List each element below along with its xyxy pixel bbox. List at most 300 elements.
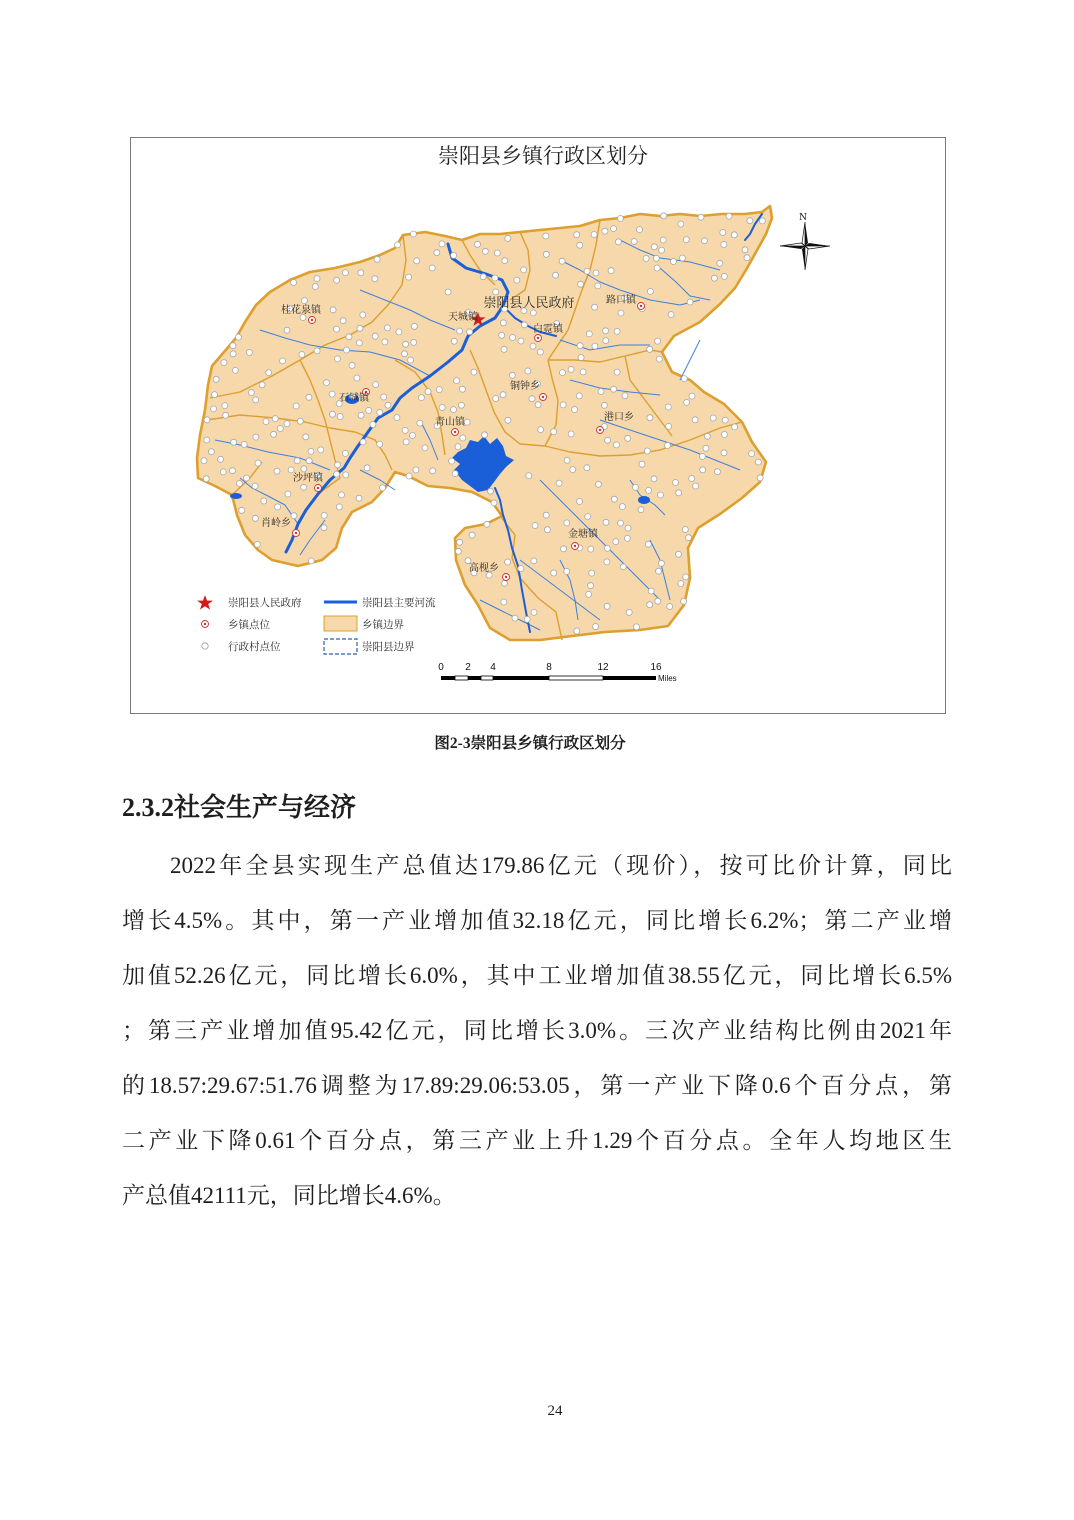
village-point xyxy=(342,450,348,456)
village-point xyxy=(611,226,617,232)
village-point xyxy=(655,338,661,344)
village-point xyxy=(618,310,624,316)
village-point xyxy=(366,407,372,413)
village-point xyxy=(679,255,685,261)
scale-segment xyxy=(493,676,549,680)
village-point xyxy=(530,343,536,349)
village-point xyxy=(364,465,370,471)
scale-tick-label: 2 xyxy=(465,662,471,673)
village-point xyxy=(521,322,527,328)
village-point xyxy=(403,439,409,445)
village-point xyxy=(301,484,307,490)
legend-town-point-icon xyxy=(202,621,209,628)
village-point xyxy=(638,507,644,513)
village-point xyxy=(312,284,318,290)
village-point xyxy=(454,378,460,384)
village-point xyxy=(452,471,458,477)
town-label: 高枧乡 xyxy=(469,563,499,574)
village-point xyxy=(410,433,416,439)
village-point xyxy=(721,432,727,438)
town-label: 沙坪镇 xyxy=(293,473,323,484)
village-point xyxy=(514,277,520,283)
village-point xyxy=(406,274,412,280)
village-point xyxy=(676,490,682,496)
legend-label: 乡镇点位 xyxy=(228,619,270,631)
scale-bar xyxy=(438,662,676,683)
village-point xyxy=(732,424,738,430)
village-point xyxy=(666,423,672,429)
village-point xyxy=(614,442,620,448)
village-point xyxy=(744,255,750,261)
village-point xyxy=(682,527,688,533)
village-point xyxy=(302,298,308,304)
village-point xyxy=(624,535,630,541)
village-point xyxy=(653,255,659,261)
village-point xyxy=(384,325,390,331)
village-point xyxy=(203,476,209,482)
village-point xyxy=(271,431,277,437)
village-point xyxy=(683,237,689,243)
village-point xyxy=(578,355,584,361)
town-label: 青山镇 xyxy=(435,417,465,428)
village-point xyxy=(553,272,559,278)
village-point xyxy=(512,615,518,621)
town-point xyxy=(315,485,322,492)
village-point xyxy=(651,244,657,250)
village-point xyxy=(560,370,566,376)
village-point xyxy=(710,415,716,421)
village-point xyxy=(637,227,643,233)
village-point xyxy=(252,483,258,489)
village-point xyxy=(354,375,360,381)
village-point xyxy=(518,338,524,344)
village-point xyxy=(721,273,727,279)
village-point xyxy=(524,616,530,622)
village-point xyxy=(253,434,259,440)
legend-label: 崇阳县主要河流 xyxy=(362,597,436,609)
village-point xyxy=(589,570,595,576)
village-point xyxy=(253,397,259,403)
county-government-label: 崇阳县人民政府 xyxy=(483,296,575,311)
village-point xyxy=(220,469,226,475)
town-label: 桂花泉镇 xyxy=(281,305,321,316)
village-point xyxy=(218,456,224,462)
village-point xyxy=(580,369,586,375)
village-point xyxy=(656,568,662,574)
town-label: 白霓镇 xyxy=(533,324,563,335)
village-point xyxy=(306,394,312,400)
village-point xyxy=(482,248,488,254)
figure-caption: 图2-3崇阳县乡镇行政区划分 xyxy=(434,735,626,752)
village-point xyxy=(285,491,291,497)
village-point xyxy=(668,312,674,318)
village-point xyxy=(525,368,531,374)
village-point xyxy=(655,598,661,604)
legend-star-icon xyxy=(197,595,213,610)
village-point xyxy=(593,624,599,630)
village-point xyxy=(334,356,340,362)
village-point xyxy=(714,469,720,475)
village-point xyxy=(521,267,527,273)
village-point xyxy=(585,514,591,520)
village-point xyxy=(647,346,653,352)
paragraph-line: 的18.57:29.67:51.76调整为17.89:29.06:53.05，第一产业下降0.6个百分点，第 xyxy=(122,1073,952,1098)
village-point xyxy=(625,435,631,441)
village-point xyxy=(584,268,590,274)
town-point xyxy=(572,543,579,550)
village-point xyxy=(644,448,650,454)
village-point xyxy=(665,404,671,410)
village-point xyxy=(291,280,297,286)
village-point xyxy=(658,560,664,566)
village-point xyxy=(614,328,620,334)
village-point xyxy=(334,326,340,332)
legend-label: 乡镇边界 xyxy=(362,619,404,631)
village-point xyxy=(402,427,408,433)
town-label: 金塘镇 xyxy=(568,529,598,540)
village-point xyxy=(254,541,260,547)
village-point xyxy=(648,588,654,594)
scale-segment xyxy=(468,676,481,680)
village-point xyxy=(537,349,543,355)
village-point xyxy=(678,581,684,587)
village-point xyxy=(659,247,665,253)
village-point xyxy=(703,445,709,451)
town-point xyxy=(597,427,604,434)
village-point xyxy=(222,403,228,409)
village-point xyxy=(396,329,402,335)
town-point xyxy=(309,317,316,324)
town-label: 路口镇 xyxy=(606,295,636,306)
village-point xyxy=(692,417,698,423)
north-arrow-icon xyxy=(780,213,830,270)
village-point xyxy=(335,462,341,468)
village-point xyxy=(288,467,294,473)
village-point xyxy=(261,498,267,504)
village-point xyxy=(633,484,639,490)
village-point xyxy=(411,323,417,329)
village-point xyxy=(308,448,314,454)
scale-segment xyxy=(603,676,656,680)
village-point xyxy=(373,382,379,388)
village-point xyxy=(538,427,544,433)
village-point xyxy=(457,539,463,545)
village-point xyxy=(601,402,607,408)
scale-unit-label: Miles xyxy=(658,674,677,683)
village-point xyxy=(670,259,676,265)
legend-label: 行政村点位 xyxy=(228,641,281,653)
village-point xyxy=(213,376,219,382)
village-point xyxy=(559,258,565,264)
village-point xyxy=(204,417,210,423)
village-point xyxy=(689,393,695,399)
village-point xyxy=(501,346,507,352)
village-point xyxy=(544,527,550,533)
township-map xyxy=(130,137,945,713)
village-point xyxy=(500,320,506,326)
village-point xyxy=(551,429,557,435)
village-point xyxy=(342,270,348,276)
village-point xyxy=(592,343,598,349)
village-point xyxy=(422,445,428,451)
village-point xyxy=(259,382,265,388)
section-heading: 2.3.2社会生产与经济 xyxy=(122,793,357,822)
village-point xyxy=(651,476,657,482)
village-point xyxy=(603,519,609,525)
village-point xyxy=(631,239,637,245)
village-point xyxy=(402,351,408,357)
page-number: 24 xyxy=(547,1403,563,1419)
village-point xyxy=(700,467,706,473)
village-point xyxy=(592,304,598,310)
village-point xyxy=(493,396,499,402)
village-point xyxy=(613,539,619,545)
village-point xyxy=(603,328,609,334)
village-point xyxy=(385,402,391,408)
village-point xyxy=(330,307,336,313)
village-point xyxy=(560,402,566,408)
town-label: 港口乡 xyxy=(604,412,634,423)
village-point xyxy=(394,415,400,421)
village-point xyxy=(678,221,684,227)
village-point xyxy=(502,258,508,264)
village-point xyxy=(239,507,245,513)
village-point xyxy=(439,405,445,411)
paragraph-line: 产总值42111元，同比增长4.6%。 xyxy=(122,1183,456,1208)
village-point xyxy=(526,473,532,479)
village-point xyxy=(284,327,290,333)
legend-township-boundary-icon xyxy=(324,616,357,631)
lake xyxy=(638,496,650,504)
village-point xyxy=(556,480,562,486)
village-point xyxy=(221,360,227,366)
legend-village-point-icon xyxy=(202,643,208,649)
village-point xyxy=(244,475,250,481)
map-legend xyxy=(197,595,436,654)
paragraph-line: 二产业下降0.61个百分点，第三产业上升1.29个百分点。全年人均地区生 xyxy=(122,1128,952,1153)
village-point xyxy=(414,258,420,264)
village-point xyxy=(380,485,386,491)
village-point xyxy=(377,441,383,447)
village-point xyxy=(436,387,442,393)
village-point xyxy=(445,289,451,295)
village-point xyxy=(297,418,303,424)
legend-label: 崇阳县边界 xyxy=(362,641,415,653)
village-point xyxy=(603,338,609,344)
village-point xyxy=(372,276,378,282)
village-point xyxy=(510,335,516,341)
village-point xyxy=(451,407,457,413)
village-point xyxy=(230,343,236,349)
village-point xyxy=(699,453,705,459)
village-point xyxy=(701,238,707,244)
town-point xyxy=(540,394,547,401)
village-point xyxy=(255,460,261,466)
scale-segment xyxy=(455,676,468,680)
village-point xyxy=(303,434,309,440)
village-point xyxy=(308,558,314,564)
village-point xyxy=(417,420,423,426)
village-point xyxy=(564,568,570,574)
village-point xyxy=(291,513,297,519)
village-point xyxy=(617,216,623,222)
village-point xyxy=(336,504,342,510)
village-point xyxy=(306,458,312,464)
village-point xyxy=(604,559,610,565)
village-point xyxy=(480,274,486,280)
village-point xyxy=(323,380,329,386)
village-point xyxy=(634,624,640,630)
village-point xyxy=(543,233,549,239)
village-point xyxy=(500,392,506,398)
village-point xyxy=(236,334,242,340)
village-point xyxy=(660,237,666,243)
village-point xyxy=(275,504,281,510)
village-point xyxy=(698,214,704,220)
village-point xyxy=(647,288,653,294)
village-point xyxy=(686,535,692,541)
village-point xyxy=(451,338,457,344)
village-point xyxy=(408,357,414,363)
village-point xyxy=(231,439,237,445)
village-point xyxy=(505,235,511,241)
village-point xyxy=(531,558,537,564)
village-point xyxy=(604,545,610,551)
legend-county-boundary-icon xyxy=(324,639,357,654)
village-point xyxy=(360,312,366,318)
village-point xyxy=(570,467,576,473)
town-point xyxy=(452,429,459,436)
village-point xyxy=(377,409,383,415)
village-point xyxy=(759,218,765,224)
village-point xyxy=(625,525,631,531)
village-point xyxy=(494,250,500,256)
village-point xyxy=(711,275,717,281)
village-point xyxy=(645,541,651,547)
village-point xyxy=(429,265,435,271)
map-title: 崇阳县乡镇行政区划分 xyxy=(438,144,648,168)
village-point xyxy=(449,458,455,464)
village-point xyxy=(568,366,574,372)
village-point xyxy=(643,256,649,262)
village-point xyxy=(509,372,515,378)
village-point xyxy=(529,396,535,402)
village-point xyxy=(689,476,695,482)
village-point xyxy=(372,333,378,339)
village-point xyxy=(321,512,327,518)
village-point xyxy=(605,437,611,443)
village-point xyxy=(223,412,229,418)
north-label: N xyxy=(799,213,807,223)
village-point xyxy=(439,241,445,247)
village-point xyxy=(584,465,590,471)
village-point xyxy=(284,421,290,427)
village-point xyxy=(574,628,580,634)
village-point xyxy=(329,391,335,397)
village-point xyxy=(615,239,621,245)
town-label: 天城镇 xyxy=(448,312,478,323)
village-point xyxy=(531,609,537,615)
village-point xyxy=(340,318,346,324)
village-point xyxy=(381,394,387,400)
village-point xyxy=(293,403,299,409)
village-point xyxy=(577,343,583,349)
village-point xyxy=(673,480,679,486)
town-point xyxy=(503,574,510,581)
village-point xyxy=(588,583,594,589)
body-paragraph xyxy=(122,838,952,1223)
scale-tick-label: 4 xyxy=(490,662,496,673)
village-point xyxy=(434,250,440,256)
village-point xyxy=(608,268,614,274)
village-point xyxy=(482,432,488,438)
village-point xyxy=(488,488,494,494)
village-point xyxy=(469,532,475,538)
village-point xyxy=(274,468,280,474)
village-point xyxy=(551,570,557,576)
village-point xyxy=(208,449,214,455)
village-point xyxy=(460,435,466,441)
village-point xyxy=(277,426,283,432)
village-point xyxy=(572,407,578,413)
village-point xyxy=(343,472,349,478)
village-point xyxy=(272,416,278,422)
village-point xyxy=(204,437,210,443)
village-point xyxy=(246,349,252,355)
legend-label: 崇阳县人民政府 xyxy=(228,597,302,609)
village-point xyxy=(230,351,236,357)
village-point xyxy=(505,417,511,423)
village-point xyxy=(588,546,594,552)
village-point xyxy=(321,525,327,531)
village-point xyxy=(280,358,286,364)
village-point xyxy=(586,331,592,337)
village-point xyxy=(532,523,538,529)
village-point xyxy=(229,468,235,474)
village-point xyxy=(339,492,345,498)
village-point xyxy=(418,395,424,401)
village-point xyxy=(755,459,761,465)
village-point xyxy=(358,412,364,418)
village-point xyxy=(647,415,653,421)
village-point xyxy=(577,242,583,248)
village-point xyxy=(518,566,524,572)
town-label: 肖岭乡 xyxy=(261,518,291,529)
village-point xyxy=(403,341,409,347)
paragraph-line: 加值52.26亿元，同比增长6.0%，其中工业增加值38.55亿元，同比增长6.5% xyxy=(122,963,952,988)
paragraph-line: 增长4.5%。其中，第一产业增加值32.18亿元，同比增长6.2%；第二产业增 xyxy=(122,908,952,933)
village-point xyxy=(564,457,570,463)
village-point xyxy=(314,276,320,282)
village-point xyxy=(704,433,710,439)
village-point xyxy=(455,444,461,450)
village-point xyxy=(598,389,604,395)
paragraph-line: 2022年全县实现生产总值达179.86亿元（现价），按可比价计算，同比 xyxy=(170,853,952,878)
town-label: 石城镇 xyxy=(339,393,369,404)
village-point xyxy=(576,393,582,399)
village-point xyxy=(742,247,748,253)
village-point xyxy=(595,481,601,487)
village-point xyxy=(299,352,305,358)
village-point xyxy=(717,260,723,266)
paragraph-line: ；第三产业增加值95.42亿元，同比增长3.0%。三次产业结构比例由2021年 xyxy=(122,1018,952,1043)
village-point xyxy=(499,332,505,338)
village-point xyxy=(647,602,653,608)
village-point xyxy=(574,232,580,238)
village-point xyxy=(314,348,320,354)
town-point xyxy=(293,530,300,537)
lake xyxy=(230,493,242,499)
